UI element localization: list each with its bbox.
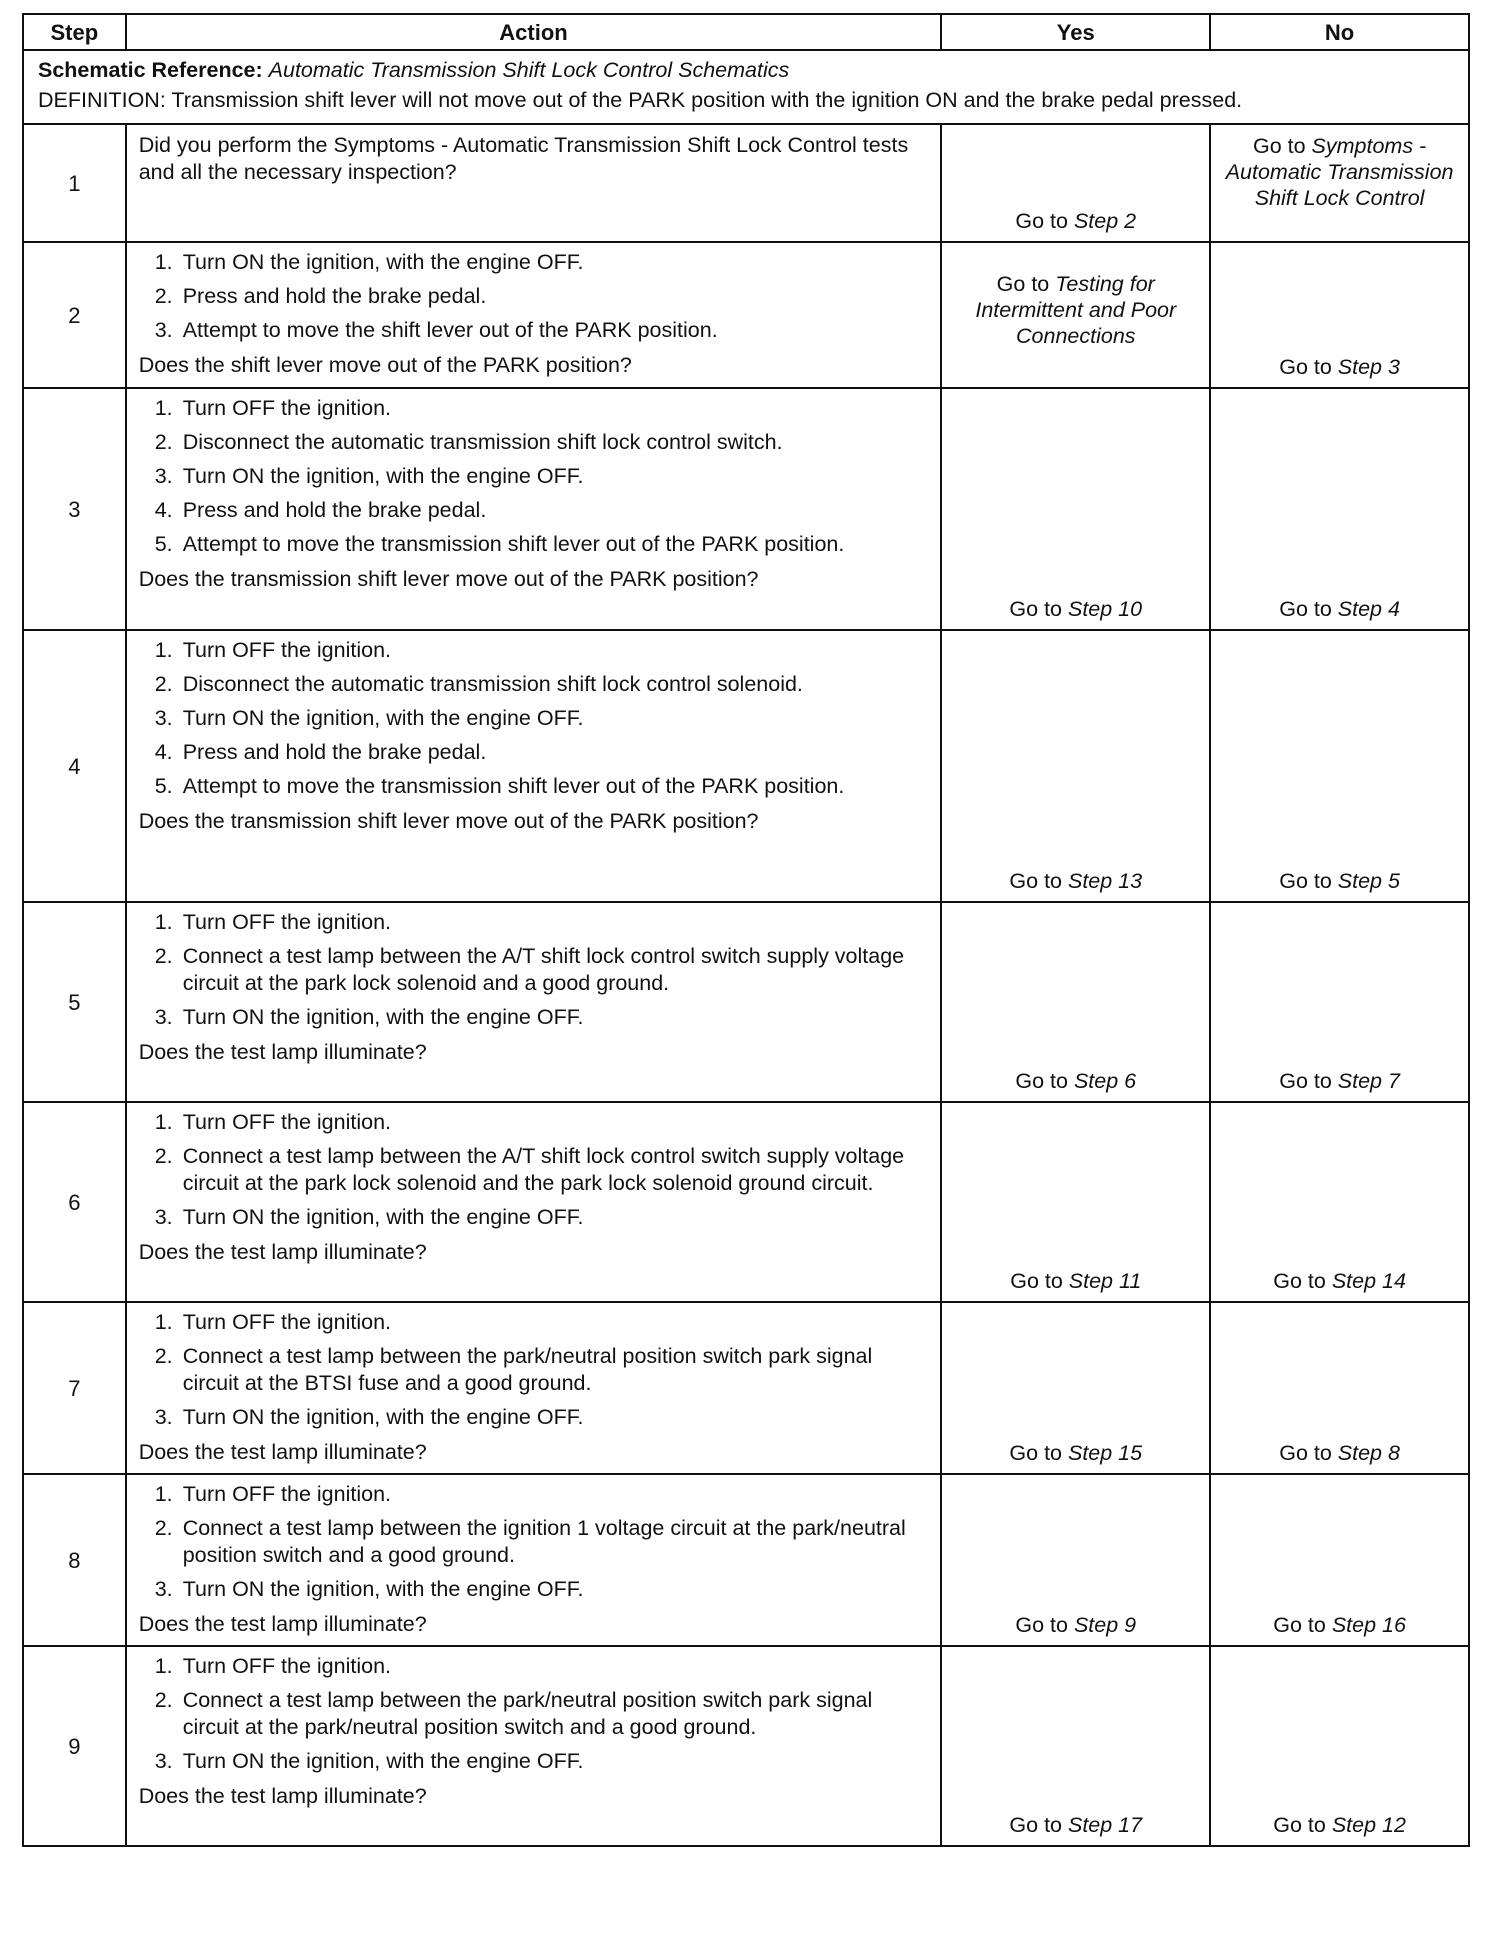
action-step-text: Turn ON the ignition, with the engine OFF. [182, 250, 584, 274]
action-step-number: 2. [154, 1344, 173, 1368]
action-cell [126, 124, 942, 242]
action-step [154, 909, 931, 936]
yes-goto-prefix: Go to [1009, 869, 1068, 893]
action-step-number: 5. [154, 532, 173, 556]
action-cell [126, 242, 942, 388]
action-question: Did you perform the Symptoms - Automatic Transmission Shift Lock Control tests and all the necessary inspection? [138, 133, 909, 184]
yes-goto-target: Step 15 [1067, 1441, 1143, 1465]
action-step-text: Turn ON the ignition, with the engine OFF. [182, 464, 584, 488]
action-step [154, 1004, 931, 1031]
no-goto-target: Step 4 [1337, 597, 1400, 621]
no-cell [1210, 902, 1469, 1102]
action-step [154, 317, 931, 344]
table-row [23, 630, 1469, 902]
action-step-text: Attempt to move the transmission shift lever out of the PARK position. [182, 532, 845, 556]
action-step-number: 4. [154, 740, 173, 764]
yes-cell [941, 1646, 1210, 1846]
action-step-text: Turn OFF the ignition. [182, 1110, 392, 1134]
yes-goto-target: Step 2 [1073, 209, 1137, 233]
action-step [154, 1653, 931, 1680]
action-step-number: 2. [154, 430, 173, 454]
no-goto-prefix: Go to [1279, 597, 1338, 621]
action-step [154, 1481, 931, 1508]
action-step-number: 3. [154, 1005, 173, 1029]
action-question: Does the transmission shift lever move out of the PARK position? [138, 567, 759, 591]
action-steps-list [139, 1653, 931, 1782]
table-row [23, 124, 1469, 242]
table-row [23, 902, 1469, 1102]
no-goto-target: Step 12 [1331, 1813, 1406, 1837]
yes-goto-prefix: Go to [1015, 1069, 1074, 1093]
yes-goto-prefix: Go to [1015, 1613, 1074, 1637]
action-question: Does the test lamp illuminate? [138, 1612, 427, 1636]
action-step-text: Attempt to move the shift lever out of the PARK position. [182, 318, 718, 342]
action-step-number: 1. [154, 1110, 173, 1134]
action-step-number: 2. [154, 1144, 173, 1168]
no-cell [1210, 124, 1469, 242]
yes-goto-target: Step 9 [1073, 1613, 1137, 1637]
action-step-number: 3. [154, 1205, 173, 1229]
no-goto-target: Symptoms - Automatic Transmission Shift Lock Control [1225, 134, 1454, 210]
action-steps-list [139, 249, 931, 351]
action-steps-list [139, 395, 931, 565]
yes-goto-prefix: Go to [996, 272, 1056, 296]
yes-cell [941, 630, 1210, 902]
step-number: 5 [23, 902, 126, 1102]
action-step-text: Connect a test lamp between the A/T shift lock control switch supply voltage circuit at the park lock solenoid and a good ground. [182, 944, 905, 995]
no-goto-target: Step 8 [1337, 1441, 1400, 1465]
action-step-text: Turn OFF the ignition. [182, 396, 392, 420]
action-step [154, 943, 931, 997]
action-step-text: Attempt to move the transmission shift lever out of the PARK position. [182, 774, 845, 798]
action-question: Does the test lamp illuminate? [138, 1784, 427, 1808]
no-goto-prefix: Go to [1279, 1069, 1338, 1093]
yes-cell [941, 388, 1210, 630]
action-step [154, 283, 931, 310]
action-step-number: 2. [154, 672, 173, 696]
schematic-reference [38, 57, 1456, 84]
yes-goto-prefix: Go to [1009, 1813, 1068, 1837]
action-step-number: 2. [154, 944, 173, 968]
action-step-number: 3. [154, 1749, 173, 1773]
action-question: Does the test lamp illuminate? [138, 1240, 427, 1264]
action-step-number: 3. [154, 1405, 173, 1429]
action-step [154, 1343, 931, 1397]
action-step [154, 1109, 931, 1136]
action-step-number: 3. [154, 464, 173, 488]
header-row [23, 14, 1469, 50]
action-step-number: 1. [154, 910, 173, 934]
diagnostic-table [22, 13, 1470, 1847]
action-step [154, 1515, 931, 1569]
action-steps-list [139, 909, 931, 1038]
header-no: No [1210, 14, 1469, 50]
action-step [154, 1204, 931, 1231]
reference-cell [23, 50, 1469, 124]
action-cell [126, 388, 942, 630]
yes-cell [941, 124, 1210, 242]
no-cell [1210, 1102, 1469, 1302]
action-step-text: Press and hold the brake pedal. [182, 498, 487, 522]
action-step-text: Turn ON the ignition, with the engine OFF. [182, 1577, 584, 1601]
no-goto-prefix: Go to [1279, 1441, 1338, 1465]
action-step [154, 739, 931, 766]
action-step [154, 463, 931, 490]
action-step-number: 3. [154, 1577, 173, 1601]
table-row [23, 1102, 1469, 1302]
table-row [23, 388, 1469, 630]
action-cell [126, 630, 942, 902]
action-step-text: Turn ON the ignition, with the engine OFF. [182, 1005, 584, 1029]
definition-text: DEFINITION: Transmission shift lever will not move out of the PARK position with the ignition ON and the brake pedal pressed. [38, 88, 1243, 112]
action-question: Does the test lamp illuminate? [138, 1440, 427, 1464]
yes-goto-target: Step 6 [1073, 1069, 1137, 1093]
action-step-number: 3. [154, 706, 173, 730]
action-question: Does the test lamp illuminate? [138, 1040, 427, 1064]
header-step: Step [23, 14, 126, 50]
action-steps-list [139, 1109, 931, 1238]
yes-goto-target: Step 13 [1067, 869, 1143, 893]
action-step [154, 1687, 931, 1741]
action-step-text: Turn ON the ignition, with the engine OFF. [182, 1205, 584, 1229]
yes-goto-target: Step 10 [1067, 597, 1143, 621]
yes-goto-target: Step 17 [1067, 1813, 1143, 1837]
action-steps-list [139, 637, 931, 807]
no-goto-prefix: Go to [1252, 134, 1312, 158]
step-number: 7 [23, 1302, 126, 1474]
yes-goto-prefix: Go to [1010, 1269, 1069, 1293]
action-step-number: 4. [154, 498, 173, 522]
action-step [154, 395, 931, 422]
action-step-text: Press and hold the brake pedal. [182, 740, 487, 764]
no-goto-target: Step 7 [1337, 1069, 1400, 1093]
no-goto-prefix: Go to [1273, 1269, 1332, 1293]
step-number: 4 [23, 630, 126, 902]
action-step-number: 1. [154, 396, 173, 420]
action-step-text: Turn OFF the ignition. [182, 1482, 392, 1506]
no-cell [1210, 1646, 1469, 1846]
yes-goto-prefix: Go to [1009, 1441, 1068, 1465]
action-step-number: 2. [154, 284, 173, 308]
action-step-number: 1. [154, 1482, 173, 1506]
action-question: Does the transmission shift lever move out of the PARK position? [138, 809, 759, 833]
action-step-number: 3. [154, 318, 173, 342]
action-step [154, 705, 931, 732]
action-cell [126, 1302, 942, 1474]
no-goto-prefix: Go to [1279, 869, 1338, 893]
schematic-reference-label: Schematic Reference: [38, 58, 263, 82]
header-action: Action [126, 14, 942, 50]
action-step-text: Turn OFF the ignition. [182, 638, 392, 662]
yes-cell [941, 1302, 1210, 1474]
action-step-text: Connect a test lamp between the A/T shift lock control switch supply voltage circuit at the park lock solenoid and the park lock solenoid ground circuit. [182, 1144, 905, 1195]
action-cell [126, 1474, 942, 1646]
no-goto-target: Step 5 [1337, 869, 1400, 893]
yes-goto-target: Testing for Intermittent and Poor Connections [975, 272, 1177, 348]
diagnostic-document [22, 13, 1470, 1847]
action-step-text: Disconnect the automatic transmission shift lock control switch. [182, 430, 783, 454]
step-number: 2 [23, 242, 126, 388]
action-step [154, 429, 931, 456]
no-cell [1210, 388, 1469, 630]
action-cell [126, 1102, 942, 1302]
no-goto-target: Step 3 [1337, 355, 1400, 379]
yes-goto-prefix: Go to [1015, 209, 1074, 233]
table-row [23, 242, 1469, 388]
no-cell [1210, 242, 1469, 388]
action-step [154, 1748, 931, 1775]
action-step-text: Turn OFF the ignition. [182, 910, 392, 934]
yes-cell [941, 242, 1210, 388]
action-step-text: Turn ON the ignition, with the engine OFF. [182, 1749, 584, 1773]
action-step-text: Connect a test lamp between the park/neutral position switch park signal circuit at the park/neutral position switch and a good ground. [182, 1688, 873, 1739]
table-row [23, 1646, 1469, 1846]
action-step-text: Turn ON the ignition, with the engine OFF. [182, 706, 584, 730]
action-question: Does the shift lever move out of the PARK position? [138, 353, 632, 377]
action-step-text: Turn ON the ignition, with the engine OFF. [182, 1405, 584, 1429]
action-step-text: Turn OFF the ignition. [182, 1654, 392, 1678]
no-cell [1210, 630, 1469, 902]
no-goto-target: Step 16 [1331, 1613, 1406, 1637]
action-step [154, 249, 931, 276]
no-goto-target: Step 14 [1331, 1269, 1406, 1293]
action-cell [126, 1646, 942, 1846]
action-step-number: 1. [154, 1310, 173, 1334]
no-cell [1210, 1302, 1469, 1474]
no-cell [1210, 1474, 1469, 1646]
action-step-number: 2. [154, 1516, 173, 1540]
step-number: 6 [23, 1102, 126, 1302]
action-step [154, 773, 931, 800]
action-step-text: Press and hold the brake pedal. [182, 284, 487, 308]
step-number: 9 [23, 1646, 126, 1846]
action-step-number: 1. [154, 1654, 173, 1678]
no-goto-prefix: Go to [1279, 355, 1338, 379]
action-step [154, 497, 931, 524]
action-step [154, 671, 931, 698]
yes-cell [941, 902, 1210, 1102]
action-step-text: Connect a test lamp between the park/neutral position switch park signal circuit at the BTSI fuse and a good ground. [182, 1344, 873, 1395]
action-step [154, 1404, 931, 1431]
action-step [154, 637, 931, 664]
no-goto-prefix: Go to [1273, 1613, 1332, 1637]
table-row [23, 1474, 1469, 1646]
step-number: 3 [23, 388, 126, 630]
reference-row [23, 50, 1469, 124]
yes-goto-prefix: Go to [1009, 597, 1068, 621]
action-steps-list [139, 1309, 931, 1438]
action-step [154, 1309, 931, 1336]
action-step-text: Connect a test lamp between the ignition 1 voltage circuit at the park/neutral position switch and a good ground. [182, 1516, 906, 1567]
action-step-text: Disconnect the automatic transmission shift lock control solenoid. [182, 672, 803, 696]
action-step [154, 1576, 931, 1603]
yes-goto-target: Step 11 [1068, 1269, 1142, 1293]
action-step-number: 1. [154, 250, 173, 274]
yes-cell [941, 1474, 1210, 1646]
schematic-reference-value: Automatic Transmission Shift Lock Control Schematics [268, 58, 790, 82]
table-row [23, 1302, 1469, 1474]
action-step-number: 2. [154, 1688, 173, 1712]
action-step [154, 1143, 931, 1197]
action-cell [126, 902, 942, 1102]
step-number: 1 [23, 124, 126, 242]
header-yes: Yes [941, 14, 1210, 50]
no-goto-prefix: Go to [1273, 1813, 1332, 1837]
action-step-number: 1. [154, 638, 173, 662]
yes-cell [941, 1102, 1210, 1302]
action-steps-list [139, 1481, 931, 1610]
action-step-number: 5. [154, 774, 173, 798]
action-step [154, 531, 931, 558]
action-step-text: Turn OFF the ignition. [182, 1310, 392, 1334]
step-number: 8 [23, 1474, 126, 1646]
